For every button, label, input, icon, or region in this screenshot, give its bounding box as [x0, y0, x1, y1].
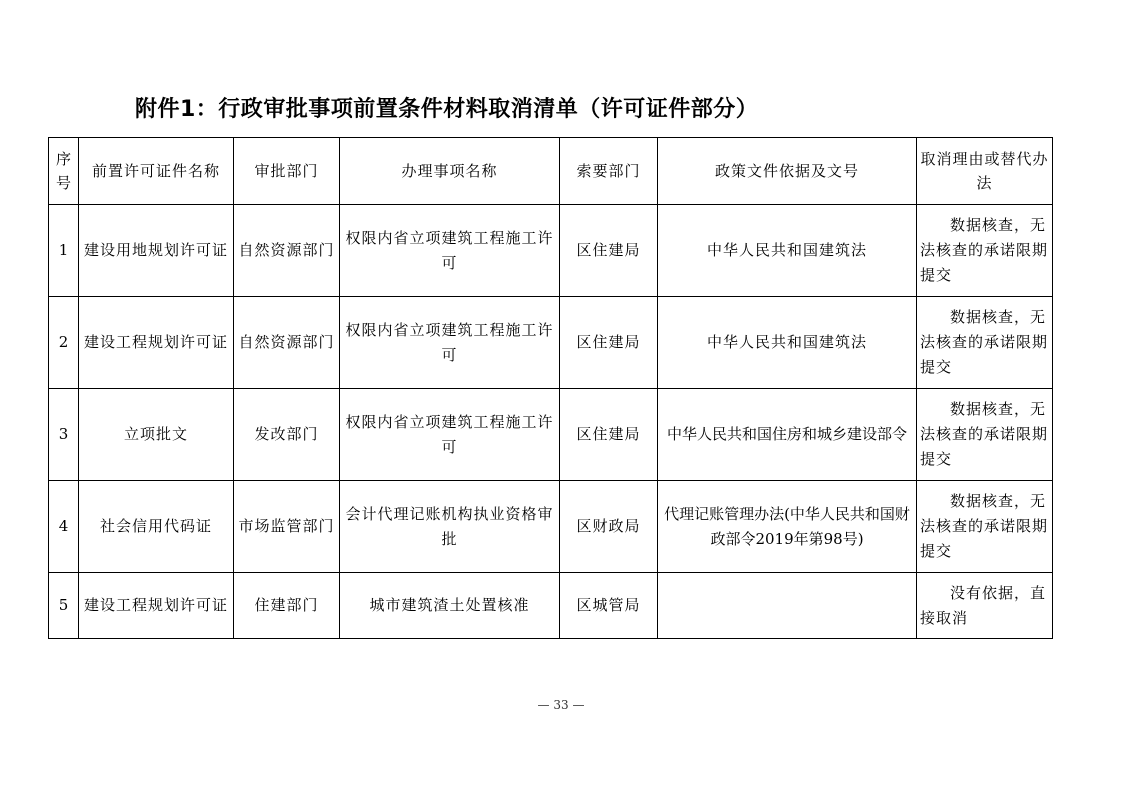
header-reason: 取消理由或替代办法: [917, 138, 1053, 205]
page-number: — 33 —: [537, 698, 585, 712]
cell-reason: 没有依据，直接取消: [917, 573, 1053, 639]
cell-req: 区住建局: [560, 389, 658, 481]
header-seq: 序号: [49, 138, 79, 205]
cell-item: 权限内省立项建筑工程施工许可: [340, 297, 560, 389]
cell-reason: 数据核查，无法核查的承诺限期提交: [917, 205, 1053, 297]
cell-cert: 建设工程规划许可证: [79, 573, 234, 639]
cell-reason: 数据核查，无法核查的承诺限期提交: [917, 389, 1053, 481]
table-row: [49, 389, 1053, 481]
table-row: [49, 481, 1053, 573]
cell-cert: 建设工程规划许可证: [79, 297, 234, 389]
header-dept: 审批部门: [234, 138, 340, 205]
cell-seq: 2: [49, 297, 79, 389]
cell-req: 区城管局: [560, 573, 658, 639]
document-title: 附件1：行政审批事项前置条件材料取消清单（许可证件部分）: [135, 97, 759, 122]
cell-item: 权限内省立项建筑工程施工许可: [340, 389, 560, 481]
cell-policy: 代理记账管理办法(中华人民共和国财政部令2019年第98号): [658, 481, 917, 573]
header-cert: 前置许可证件名称: [79, 138, 234, 205]
cell-item: 权限内省立项建筑工程施工许可: [340, 205, 560, 297]
table-row: [49, 297, 1053, 389]
cell-dept: 自然资源部门: [234, 205, 340, 297]
cell-item: 城市建筑渣土处置核准: [340, 573, 560, 639]
cell-reason: 数据核查，无法核查的承诺限期提交: [917, 481, 1053, 573]
cell-cert: 社会信用代码证: [79, 481, 234, 573]
header-item: 办理事项名称: [340, 138, 560, 205]
table-header-row: [49, 138, 1053, 205]
cell-seq: 4: [49, 481, 79, 573]
cell-seq: 3: [49, 389, 79, 481]
cancellation-list-table: [48, 137, 1053, 639]
cell-policy: 中华人民共和国建筑法: [658, 297, 917, 389]
cell-cert: 建设用地规划许可证: [79, 205, 234, 297]
cell-reason: 数据核查，无法核查的承诺限期提交: [917, 297, 1053, 389]
table-row: [49, 205, 1053, 297]
cell-seq: 1: [49, 205, 79, 297]
cell-policy: 中华人民共和国建筑法: [658, 205, 917, 297]
cell-dept: 自然资源部门: [234, 297, 340, 389]
cell-cert: 立项批文: [79, 389, 234, 481]
cell-req: 区住建局: [560, 205, 658, 297]
table-row: [49, 573, 1053, 639]
cell-item: 会计代理记账机构执业资格审批: [340, 481, 560, 573]
cell-policy: [658, 573, 917, 639]
header-policy: 政策文件依据及文号: [658, 138, 917, 205]
cell-dept: 发改部门: [234, 389, 340, 481]
cell-dept: 市场监管部门: [234, 481, 340, 573]
cell-seq: 5: [49, 573, 79, 639]
cell-dept: 住建部门: [234, 573, 340, 639]
header-req: 索要部门: [560, 138, 658, 205]
cell-req: 区住建局: [560, 297, 658, 389]
cell-req: 区财政局: [560, 481, 658, 573]
cell-policy: 中华人民共和国住房和城乡建设部令: [658, 389, 917, 481]
